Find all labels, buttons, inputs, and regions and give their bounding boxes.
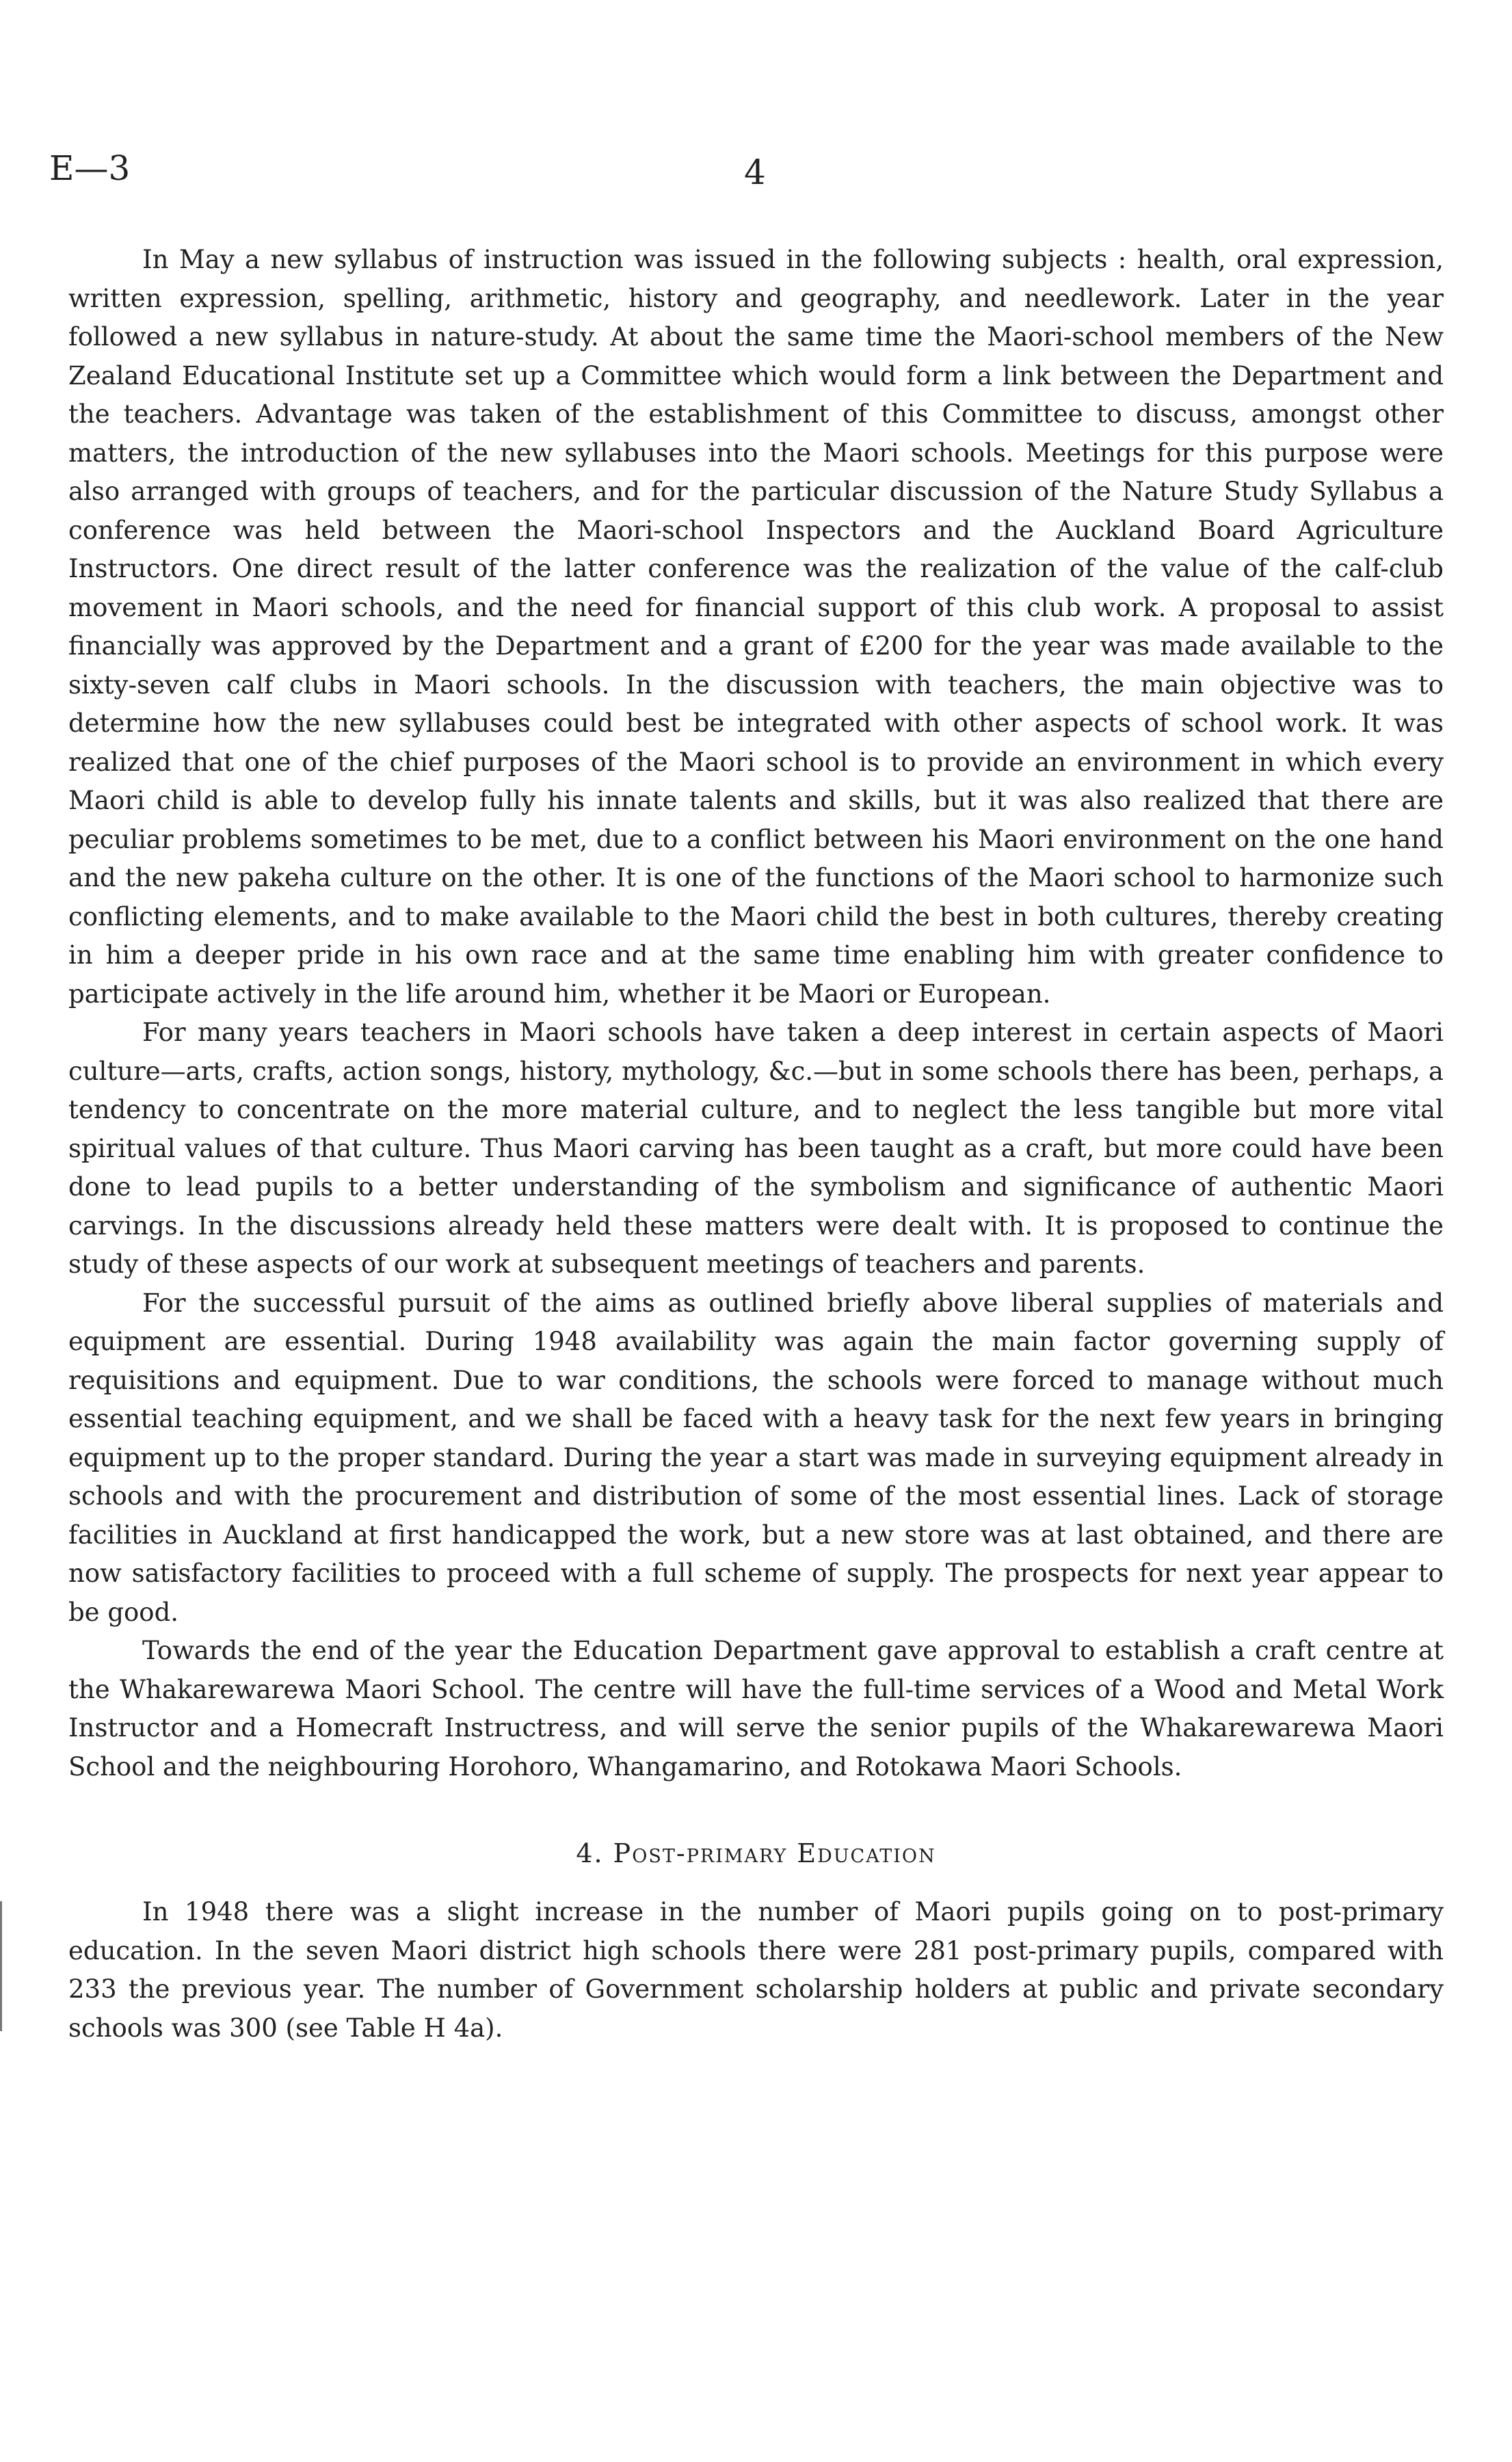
paragraph-post-primary: In 1948 there was a slight increase in the number of Maori pupils going on to post-primary education. In the seven Maori district high schools there were 281 post-primary pupils, compared with 233 the previous year. The number of Government scholarship holders at public and private secondary schools was 300 (see Table H 4a). [68,1897,1444,2043]
paragraph-maori-culture: For many years teachers in Maori schools have taken a deep interest in certain aspects of Maori culture—arts, crafts, action songs, history, mythology, &c.—but in some schools there has been, perhaps, a tendency to concentrate on the more material culture, and to neglect the less tangible but more vital spiritual values of that culture. Thus Maori carving has been taught as a craft, but more could have been done to lead pupils to a better understanding of the symbolism and significance of authentic Maori carvings. In the discussions already held these matters were dealt with. It is proposed to continue the study of these aspects of our work at subsequent meetings of teachers and parents. [68,1018,1444,1279]
body-text [68,241,1444,2048]
margin-mark [0,1901,2,2031]
paragraph-craft-centre: Towards the end of the year the Education Department gave approval to establish a craft centre at the Whakarewarewa Maori School. The centre will have the full-time services of a Wood and Metal Work Instructor and a Homecraft Instructress, and will serve the senior pupils of the Whakarewarewa Maori School and the neighbouring Horohoro, Whangamarino, and Rotokawa Maori Schools. [68,1636,1444,1782]
page-number: 4 [744,153,766,192]
paragraph-equipment: For the successful pursuit of the aims as outlined briefly above liberal supplies of materials and equipment are essential. During 1948 availability was again the main factor governing supply of requisitions and equipment. Due to war conditions, the schools were forced to manage without much essential teaching equipment, and we shall be faced with a heavy task for the next few years in bringing equipment up to the proper standard. During the year a start was made in surveying equipment already in schools and with the procurement and distribution of some of the most essential lines. Lack of storage facilities in Auckland at first handicapped the work, but a new store was at last obtained, and there are now satisfactory facilities to proceed with a full scheme of supply. The prospects for next year appear to be good. [68,1288,1444,1627]
paragraph-syllabus: In May a new syllabus of instruction was issued in the following subjects : health, oral expression, written expression, spelling, arithmetic, history and geography, and needlework. Later in the year followed a new syllabus in nature-study. At about the same time the Maori-school members of the New Zealand Educational Institute set up a Committee which would form a link between the Department and the teachers. Advantage was taken of the establishment of this Committee to discuss, amongst other matters, the introduction of the new syllabuses into the Maori schools. Meetings for this purpose were also arranged with groups of teachers, and for the particular discussion of the Nature Study Syllabus a conference was held between the Maori-school Inspectors and the Auckland Board Agriculture Instructors. One direct result of the latter conference was the realization of the value of the calf-club movement in Maori schools, and the need for financial support of this club work. A proposal to assist financially was approved by the Department and a grant of £200 for the year was made available to the sixty-seven calf clubs in Maori schools. In the discussion with teachers, the main objective was to determine how the new syllabuses could best be integrated with other aspects of school work. It was realized that one of the chief purposes of the Maori school is to provide an environment in which every Maori child is able to develop fully his innate talents and skills, but it was also realized that there are peculiar problems sometimes to be met, due to a conflict between his Maori environment on the one hand and the new pakeha culture on the other. It is one of the functions of the Maori school to harmonize such conflicting elements, and to make available to the Maori child the best in both cultures, thereby creating in him a deeper pride in his own race and at the same time enabling him with greater confidence to participate actively in the life around him, whether it be Maori or European. [68,245,1444,1009]
section-heading-post-primary: 4. Post-primary Education [576,1838,936,1868]
document-reference: E—3 [49,148,131,188]
